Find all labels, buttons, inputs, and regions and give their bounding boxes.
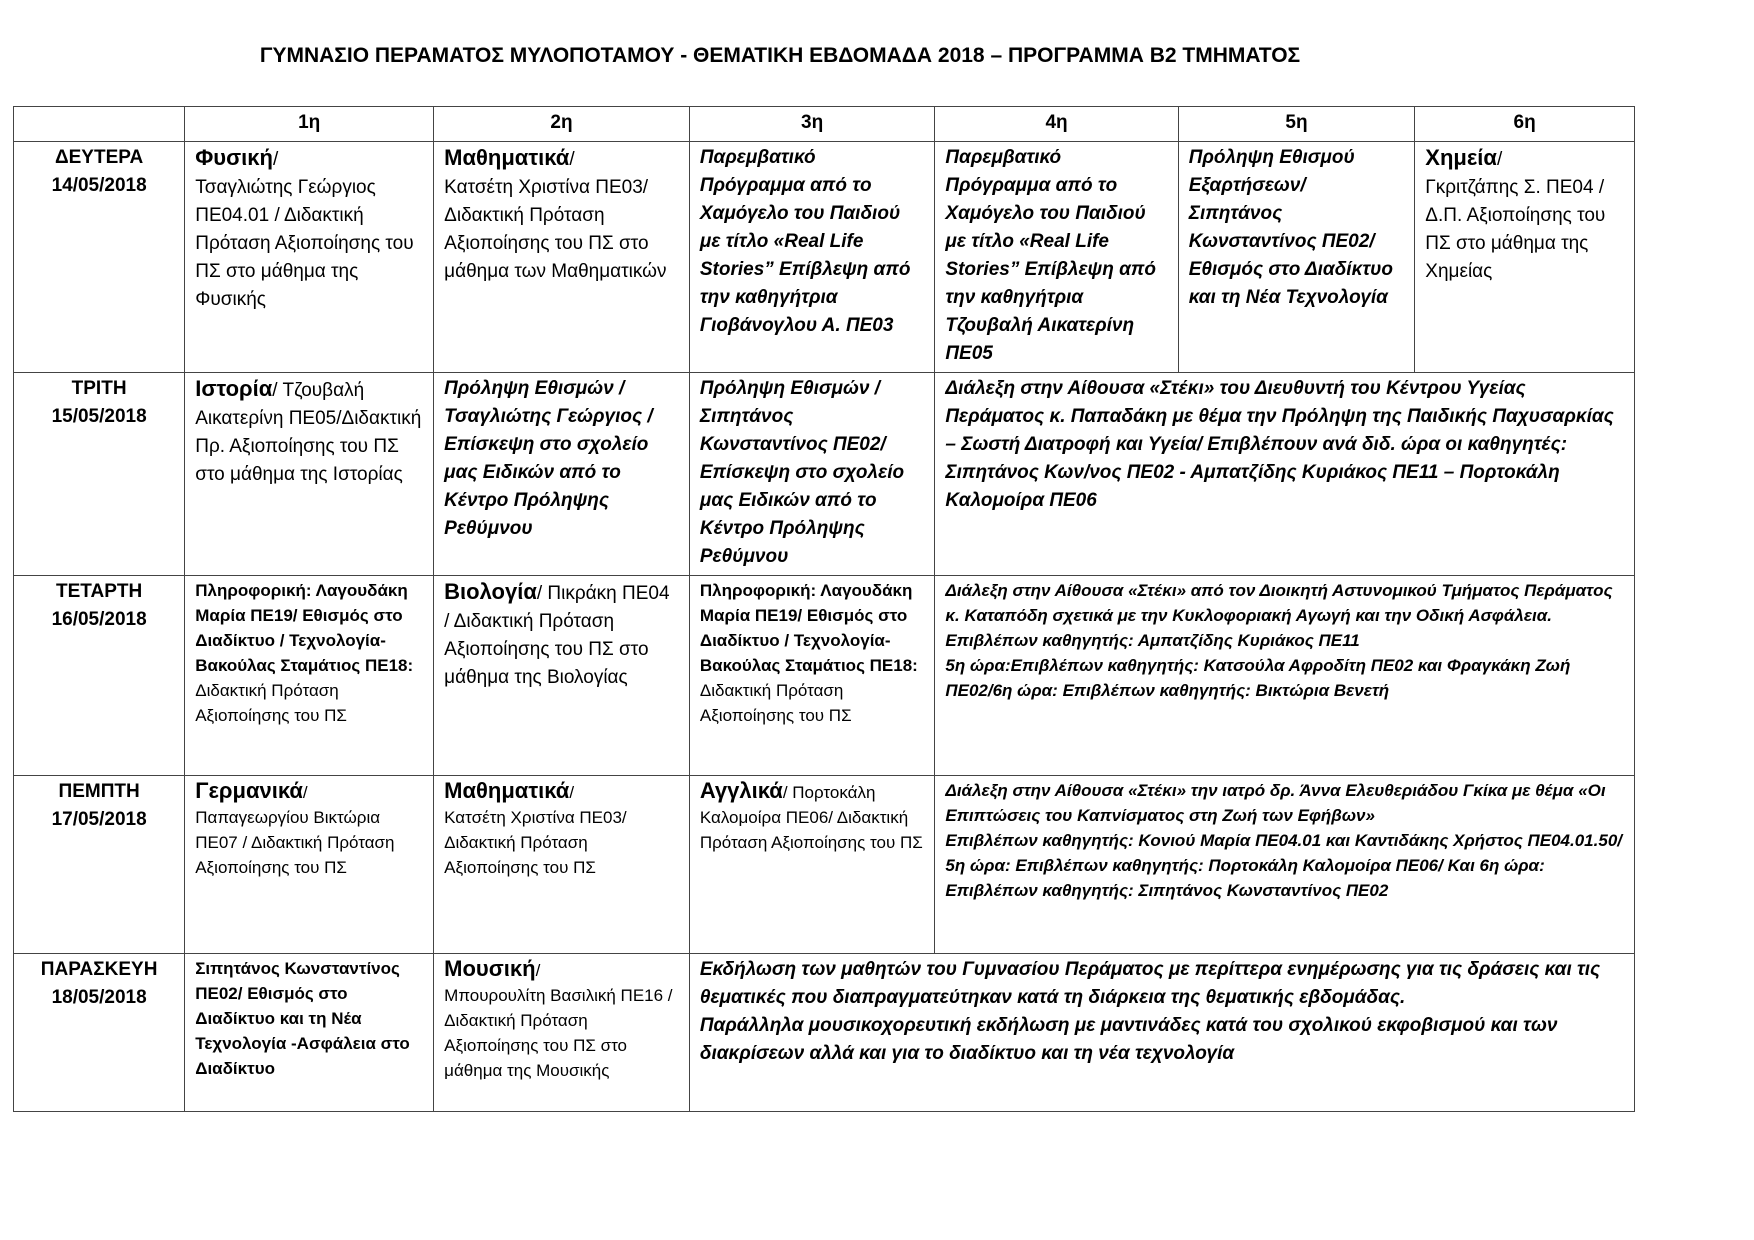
subject-name: Γερμανικά (195, 778, 303, 803)
cell-wed-p4-6 (935, 576, 1635, 776)
day-date: 14/05/2018 (51, 175, 147, 196)
cell-text: Τζουβαλή Αικατερίνη ΠΕ05/Διδακτική Πρ. Αξιοποίησης του ΠΣ στο μάθημα της Ιστορίας (195, 380, 422, 485)
cell-mon-p6 (1415, 142, 1635, 373)
cell-tue-p4-6 (935, 373, 1635, 576)
day-cell-wednesday (14, 576, 185, 776)
subject-name: Χημεία (1425, 145, 1497, 170)
cell-text: Παρεμβατικό Πρόγραμμα από το Χαμόγελο του Παιδιού με τίτλο «Real Life Stories” Επίβλεψη από την καθηγήτρια Γιοβάνογλου Α. ΠΕ03 (699, 147, 911, 336)
cell-text: Διδακτική Πρόταση Αξιοποίησης του ΠΣ (699, 681, 852, 725)
subject-name: Ιστορία (195, 376, 273, 401)
cell-text: Μπουρουλίτη Βασιλική ΠΕ16 / Διδακτική Πρόταση Αξιοποίησης του ΠΣ στο μάθημα της Μουσικής (444, 986, 673, 1080)
cell-text: Διάλεξη στην Αίθουσα «Στέκι» του Διευθυντή του Κέντρου Υγείας Περάματος κ. Παπαδάκη με θέμα την Πρόληψη της Παιδικής Παχυσαρκίας – Σωστή Διατροφή και Υγεία/ Επιβλέπουν ανά διδ. ώρα οι καθηγητές: Σιπητάνος Κων/νος ΠΕ02 - Αμπατζίδης Κυριάκος ΠΕ11 – Πορτοκάλη Καλομοίρα ΠΕ06 (945, 378, 1614, 511)
schedule-table (13, 106, 1635, 1112)
cell-mon-p2 (434, 142, 690, 373)
day-name: ΔΕΥΤΕΡΑ (54, 147, 144, 168)
separator: / (535, 961, 541, 980)
header-row (14, 107, 1635, 142)
day-date: 18/05/2018 (51, 987, 147, 1008)
cell-text: Πορτοκάλη Καλομοίρα ΠΕ06/ Διδακτική Πρόταση Αξιοποίησης του ΠΣ (699, 783, 923, 852)
cell-tue-p2 (434, 373, 690, 576)
event-description: Εκδήλωση των μαθητών του Γυμνασίου Περάματος με περίττερα ενημέρωσης για τις δράσεις και τις θεματικές που διαπραγματεύτηκαν κατά τη διάρκεια της θεματικής εβδομάδας. (699, 959, 1601, 1008)
cell-text: Πρόληψη Εθισμών / Τσαγλιώτης Γεώργιος /Επίσκεψη στο σχολείο μας Ειδικών από το Κέντρο Πρόληψης Ρεθύμνου (444, 378, 653, 539)
day-cell-monday (14, 142, 185, 373)
supervisor-line: Επιβλέπων καθηγητής: Αμπατζίδης Κυριάκος ΠΕ11 (945, 631, 1360, 650)
day-date: 16/05/2018 (51, 609, 147, 630)
cell-text: Παρεμβατικό Πρόγραμμα από το Χαμόγελο του Παιδιού με τίτλο «Real Life Stories” Επίβλεψη από την καθηγήτρια Τζουβαλή Αικατερίνη ΠΕ05 (945, 147, 1157, 364)
cell-thu-p4-6 (935, 776, 1635, 954)
row-thursday (14, 776, 1635, 954)
period-header-6: 6η (1415, 107, 1635, 142)
row-tuesday (14, 373, 1635, 576)
lecture-description: Διάλεξη στην Αίθουσα «Στέκι» από τον Διοικητή Αστυνομικού Τμήματος Περάματος κ. Καταπόδη σχετικά με την Κυκλοφοριακή Αγωγή και την Οδική Ασφάλεια. (945, 581, 1613, 625)
cell-text: Γκριτζάπης Σ. ΠΕ04 / Δ.Π. Αξιοποίησης του ΠΣ στο μάθημα της Χημείας (1425, 177, 1606, 282)
cell-wed-p3 (689, 576, 935, 776)
day-cell-tuesday (14, 373, 185, 576)
day-name: ΤΕΤΑΡΤΗ (56, 581, 143, 602)
day-cell-friday (14, 954, 185, 1112)
cell-bold-text: Πληροφορική: Λαγουδάκη Μαρία ΠΕ19/ Εθισμός στο Διαδίκτυο / Τεχνολογία- Βακούλας Σταμάτιος ΠΕ18: (195, 581, 414, 675)
event-description-2: Παράλληλα μουσικοχορευτική εκδήλωση με μαντινάδες κατά του σχολικού εκφοβισμού και των διακρίσεων αλλά και για το διαδίκτυο και τη νέα τεχνολογία (699, 1015, 1558, 1064)
subject-name: Μουσική (444, 956, 536, 981)
subject-name: Αγγλικά (699, 778, 783, 803)
cell-thu-p1 (185, 776, 434, 954)
cell-text: Διδακτική Πρόταση Αξιοποίησης του ΠΣ (195, 681, 347, 725)
cell-tue-p1 (185, 373, 434, 576)
lecture-description: Διάλεξη στην Αίθουσα «Στέκι» την ιατρό δρ. Άννα Ελευθεριάδου Γκίκα με θέμα «Οι Επιπτώσεις του Καπνίσματος στη Ζωή των Εφήβων» (945, 781, 1606, 825)
period-header-3: 3η (689, 107, 935, 142)
cell-mon-p1 (185, 142, 434, 373)
cell-text: Πρόληψη Εθισμού Εξαρτήσεων/ Σιπητάνος Κωνσταντίνος ΠΕ02/ Εθισμός στο Διαδίκτυο και τη Νέα Τεχνολογία (1188, 147, 1393, 308)
cell-text: Παπαγεωργίου Βικτώρια ΠΕ07 / Διδακτική Πρόταση Αξιοποίησης του ΠΣ (195, 808, 395, 877)
separator: / (272, 380, 278, 401)
period-header-1: 1η (185, 107, 434, 142)
day-name: ΤΡΙΤΗ (71, 378, 127, 399)
subject-name: Μαθηματικά (444, 778, 570, 803)
cell-text: Κατσέτη Χριστίνα ΠΕ03/ Διδακτική Πρόταση Αξιοποίησης του ΠΣ (444, 808, 627, 877)
cell-bold-text: Πληροφορική: Λαγουδάκη Μαρία ΠΕ19/ Εθισμός στο Διαδίκτυο / Τεχνολογία- Βακούλας Σταμάτιος ΠΕ18: (699, 581, 918, 675)
subject-name: Βιολογία (444, 579, 537, 604)
document-title: ΓΥΜΝΑΣΙΟ ΠΕΡΑΜΑΤΟΣ ΜΥΛΟΠΟΤΑΜΟΥ - ΘΕΜΑΤΙΚΗ ΕΒΔΟΜΑΔΑ 2018 – ΠΡΟΓΡΑΜΜΑ Β2 ΤΜΗΜΑΤΟΣ (259, 44, 1301, 67)
separator: / (569, 783, 575, 802)
separator: / (1496, 149, 1503, 170)
day-cell-thursday (14, 776, 185, 954)
cell-text: Πρόληψη Εθισμών / Σιπητάνος Κωνσταντίνος ΠΕ02/Επίσκεψη στο σχολείο μας Ειδικών από το Κέντρο Πρόληψης Ρεθύμνου (699, 378, 905, 567)
cell-mon-p4 (935, 142, 1178, 373)
cell-fri-p2 (434, 954, 690, 1112)
cell-tue-p3 (689, 373, 935, 576)
cell-wed-p1 (185, 576, 434, 776)
row-friday (14, 954, 1635, 1112)
separator: / (536, 583, 543, 604)
day-date: 17/05/2018 (51, 809, 147, 830)
day-name: ΠΕΜΠΤΗ (58, 781, 140, 802)
day-name: ΠΑΡΑΣΚΕΥΗ (40, 959, 158, 980)
subject-name: Μαθηματικά (444, 145, 570, 170)
cell-fri-p1 (185, 954, 434, 1112)
cell-mon-p5 (1178, 142, 1415, 373)
separator: / (302, 783, 308, 802)
period-header-5: 5η (1178, 107, 1415, 142)
period-header-2: 2η (434, 107, 690, 142)
supervisor-line: Επιβλέπων καθηγητής: Κονιού Μαρία ΠΕ04.01 και Καντιδάκης Χρήστος ΠΕ04.01.50/ 5η ώρα: Επιβλέπων καθηγητής: Πορτοκάλη Καλομοίρα ΠΕ06/ Και 6η ώρα: Επιβλέπων καθηγητής: Σιπητάνος Κωνσταντίνος ΠΕ02 (945, 831, 1622, 900)
day-date: 15/05/2018 (51, 406, 147, 427)
cell-text: Πικράκη ΠΕ04 / Διδακτική Πρόταση Αξιοποίησης του ΠΣ στο μάθημα της Βιολογίας (444, 583, 670, 688)
cell-text: Κατσέτη Χριστίνα ΠΕ03/Διδακτική Πρόταση Αξιοποίησης του ΠΣ στο μάθημα των Μαθηματικών (444, 177, 667, 282)
row-wednesday (14, 576, 1635, 776)
subject-name: Φυσική (195, 145, 273, 170)
cell-thu-p2 (434, 776, 690, 954)
cell-text: Τσαγλιώτης Γεώργιος ΠΕ04.01 / Διδακτική Πρόταση Αξιοποίησης του ΠΣ στο μάθημα της Φυσικής (195, 177, 414, 310)
period-header-4: 4η (935, 107, 1178, 142)
cell-bold-text: Σιπητάνος Κωνσταντίνος ΠΕ02/ Εθισμός στο Διαδίκτυο και τη Νέα Τεχνολογία -Ασφάλεια στο Διαδίκτυο (195, 959, 410, 1078)
cell-fri-p3-6 (689, 954, 1634, 1112)
header-corner (14, 107, 185, 142)
cell-thu-p3 (689, 776, 935, 954)
cell-wed-p2 (434, 576, 690, 776)
separator: / (272, 149, 279, 170)
row-monday (14, 142, 1635, 373)
separator: / (569, 149, 575, 170)
cell-mon-p3 (689, 142, 935, 373)
separator: / (782, 783, 788, 802)
supervisor-line: 5η ώρα:Επιβλέπων καθηγητής: Κατσούλα Αφροδίτη ΠΕ02 και Φραγκάκη Ζωή ΠΕ02/6η ώρα: Επιβλέπων καθηγητής: Βικτώρια Βενετή (945, 656, 1571, 700)
